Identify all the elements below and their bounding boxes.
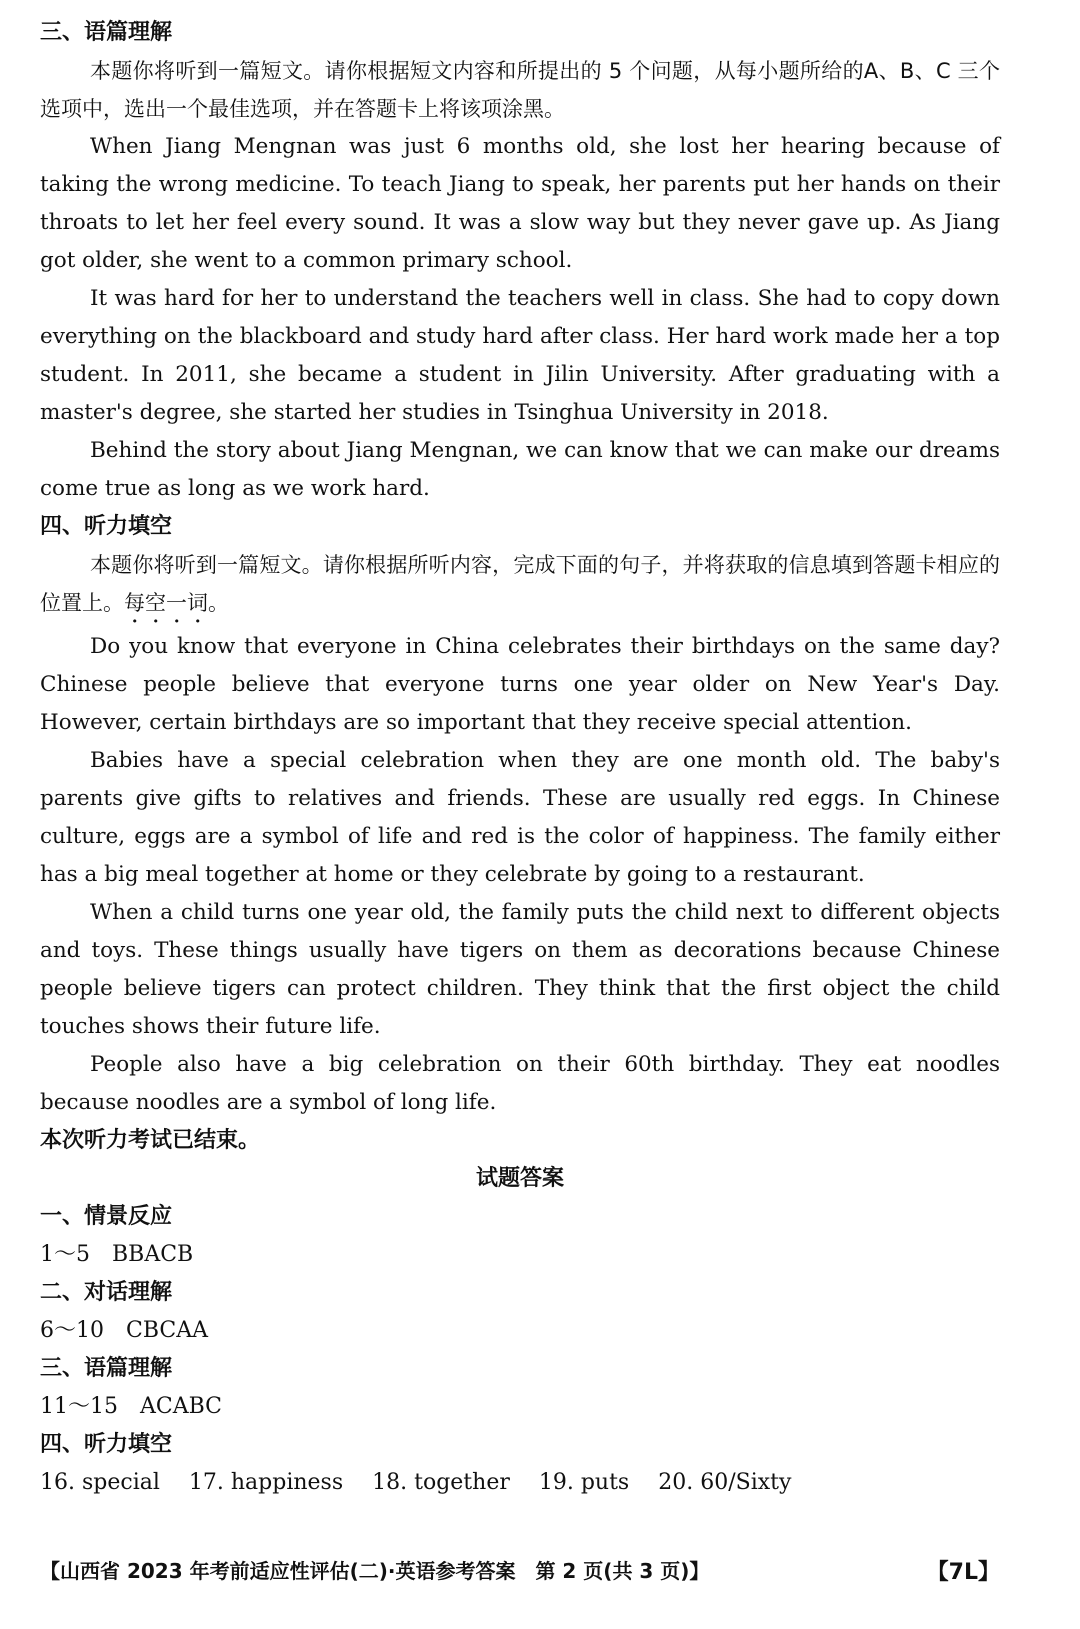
section4-heading: 四、听力填空 xyxy=(40,514,173,539)
answer-item: 6～10 CBCAA xyxy=(40,1318,209,1343)
answer-item: 11～15 ACABC xyxy=(40,1394,223,1419)
footer-source: 【山西省 2023 年考前适应性评估(二)·英语参考答案 第 2 页(共 3 页)】 xyxy=(40,1559,710,1583)
answers-line xyxy=(40,1464,1000,1502)
section4-instruction xyxy=(40,546,1000,628)
answer-item: 17. happiness xyxy=(188,1470,344,1495)
answer-item: 1～5 BBACB xyxy=(40,1242,194,1267)
answer-item: 19. puts xyxy=(538,1470,630,1495)
section3-paragraph: When Jiang Mengnan was just 6 months old, she lost her hearing because of taking the wrong medicine. To teach Jiang to speak, her parents put her hands on their throats to let her feel every sound. It was a slow way but they never gave up. As Jiang got older, she went to a common primary school. xyxy=(40,134,1000,273)
answers-line xyxy=(40,1236,1000,1274)
section3-paragraph: Behind the story about Jiang Mengnan, we can know that we can make our dreams come true as long as we work hard. xyxy=(40,438,1000,501)
section3-instruction: 本题你将听到一篇短文。请你根据短文内容和所提出的 5 个问题，从每小题所给的A、B、C 三个选项中，选出一个最佳选项，并在答题卡上将该项涂黑。 xyxy=(40,59,1000,121)
answers-line xyxy=(40,1312,1000,1350)
answers-group-heading: 二、对话理解 xyxy=(40,1280,173,1305)
answers-group-heading: 四、听力填空 xyxy=(40,1432,173,1457)
answers-line xyxy=(40,1388,1000,1426)
section3-heading: 三、语篇理解 xyxy=(40,20,173,45)
section4-instruction-end: 。 xyxy=(208,591,229,615)
answer-item: 20. 60/Sixty xyxy=(658,1470,792,1495)
section4-instruction-emphasis: 每空一词 xyxy=(124,591,208,615)
section4-paragraph: Babies have a special celebration when they are one month old. The baby's parents give gifts to relatives and friends. These are usually red eggs. In Chinese culture, eggs are a symbol of life and red is the color of happiness. The family either has a big meal together at home or they celebrate by going to a restaurant. xyxy=(40,748,1000,887)
section4-paragraph: When a child turns one year old, the family puts the child next to different objects and toys. These things usually have tigers on them as decorations because Chinese people believe tigers can protect children. They think that the first object the child touches shows their future life. xyxy=(40,900,1000,1039)
section4-paragraph: Do you know that everyone in China celebrates their birthdays on the same day? Chinese people believe that everyone turns one year older on New Year's Day. However, certain birthdays are so important that they receive special attention. xyxy=(40,634,1000,735)
answer-item: 18. together xyxy=(372,1470,510,1495)
answers-title: 试题答案 xyxy=(475,1166,564,1191)
answers-group-heading: 三、语篇理解 xyxy=(40,1356,173,1381)
footer-code: 【7L】 xyxy=(926,1560,1000,1585)
answer-item: 16. special xyxy=(40,1470,160,1495)
end-note: 本次听力考试已结束。 xyxy=(40,1128,261,1153)
section3-paragraph: It was hard for her to understand the teachers well in class. She had to copy down everything on the blackboard and study hard after class. Her hard work made her a top student. In 2011, she became a student in Jilin University. After graduating with a master's degree, she started her studies in Tsinghua University in 2018. xyxy=(40,286,1000,425)
answers-group-heading: 一、情景反应 xyxy=(40,1204,173,1229)
page-footer xyxy=(40,1555,1000,1595)
section4-paragraph: People also have a big celebration on their 60th birthday. They eat noodles because noodles are a symbol of long life. xyxy=(40,1052,1000,1115)
document-page xyxy=(40,14,1000,1502)
section4-instruction-main: 本题你将听到一篇短文。请你根据所听内容，完成下面的句子，并将获取的信息填到答题卡相应的位置上。 xyxy=(40,553,1000,615)
